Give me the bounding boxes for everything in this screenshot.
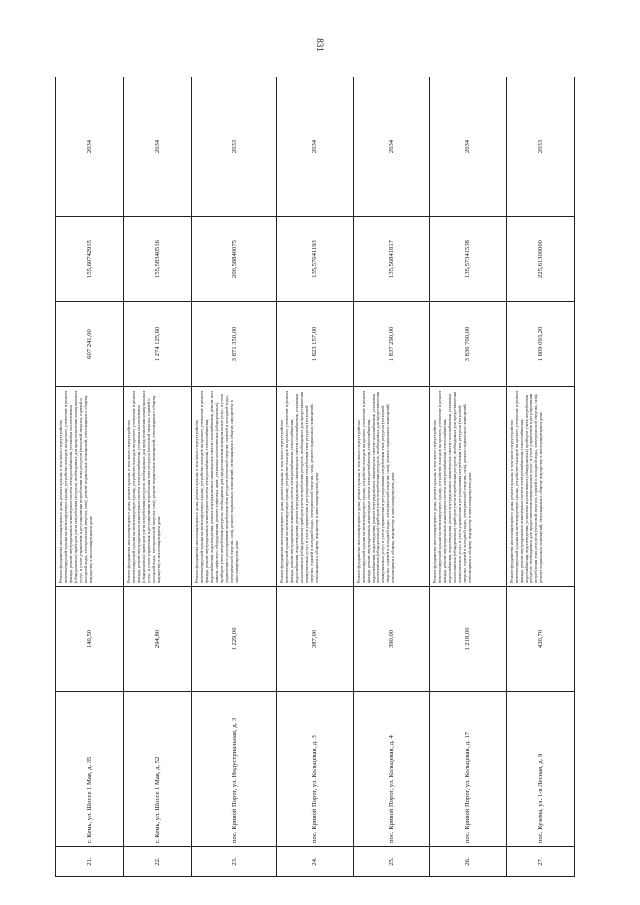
unit-cost-cell: 200,58840075 bbox=[192, 217, 277, 302]
table-row bbox=[56, 77, 124, 877]
year-cell: 2034 bbox=[56, 77, 124, 217]
table-row bbox=[506, 77, 574, 877]
table-body bbox=[56, 77, 575, 877]
works-description-cell: Ремонт фундамента многоквартирного дома, ремонт крыши, в том числе переустройство невентилируемой крыши на вентилируемую крышу, устройство выходов на кровлю, утепление и ремонт фасада, ремонт внутридомовых инженерных систем электроснабжения, установка коллективных (общедомовых) приборов учета потребления ресурсов, необходимых для предоставления коммунальных услуг, и узлов управления и регулирования потребления этих ресурсов (тепловой энергии, горячей и холодной воды, электрической энергии, газа), ремонт подвальных помещений, относящихся к общему имуществу в многоквартирном доме bbox=[124, 387, 192, 587]
address-cell: пос. Кривой Порог, ул. Индустриальная, д. 3 bbox=[192, 692, 277, 847]
address-cell: пос. Кузема, ул. 1-я Лесная, д. 9 bbox=[506, 692, 574, 847]
page-number bbox=[312, 30, 328, 60]
year-cell: 2034 bbox=[353, 77, 430, 217]
year-cell: 2034 bbox=[277, 77, 354, 217]
unit-cost-cell: 135,57341538 bbox=[430, 217, 507, 302]
works-description-cell: Ремонт фундамента многоквартирного дома, ремонт крыши, в том числе переустройство невентилируемой крыши на вентилируемую крышу, устройство выходов на кровлю, утепление и ремонт фасада, ремонт внутридомовых инженерных систем электроснабжения, теплоснабжения, водоснабжения, водоотведения, ремонт внутридомовых инженерных систем газоснабжения, установка коллективных (общедомовых) приборов учета потребления ресурсов, необходимых для предоставления коммунальных услуг, и узлов управления и регулирования потребления этих ресурсов (тепловой энергии, горячей и холодной воды, электрической энергии, газа), ремонт подвальных помещений, относящихся к общему имуществу в многоквартирном доме bbox=[353, 387, 430, 587]
unit-cost-cell: 155,58340516 bbox=[124, 217, 192, 302]
table-row bbox=[192, 77, 277, 877]
row-number: 22. bbox=[124, 847, 192, 877]
cost-cell: 1 823 157,00 bbox=[277, 302, 354, 387]
cost-cell: 1 609 093,20 bbox=[506, 302, 574, 387]
page-number-text: 831 bbox=[315, 38, 325, 52]
unit-cost-cell: 135,57041193 bbox=[277, 217, 354, 302]
cost-cell: 3 836 700,00 bbox=[430, 302, 507, 387]
table-row bbox=[353, 77, 430, 877]
works-description-cell: Ремонт фундамента многоквартирного дома, ремонт крыши, в том числе переустройство невентилируемой крыши на вентилируемую крышу, устройство выходов на кровлю, утепление и ремонт фасада, ремонт внутридомовых инженерных систем электроснабжения, теплоснабжения, водоснабжения, водоотведения, ремонт внутридомовых инженерных систем газоснабжения, установка коллективных (общедомовых) приборов учета потребления ресурсов, необходимых для предоставления коммунальных услуг, и узлов управления и регулирования потребления этих ресурсов (тепловой энергии, горячей и холодной воды, электрической энергии, газа), ремонт подвальных помещений, относящихся к общему имуществу в многоквартирном доме bbox=[277, 387, 354, 587]
unit-cost-cell: 155,60742915 bbox=[56, 217, 124, 302]
works-description-cell: Ремонт фундамента многоквартирного дома, ремонт крыши, в том числе переустройство невентилируемой крыши на вентилируемую крышу, устройство выходов на кровлю, утепление и ремонт фасада, ремонт внутридомовых инженерных систем электроснабжения, установка коллективных (общедомовых) приборов учета потребления ресурсов, необходимых для предоставления коммунальных услуг, и узлов управления и регулирования потребления этих ресурсов (тепловой энергии, горячей и холодной воды, электрической энергии, газа), ремонт подвальных помещений, относящихся к общему имуществу в многоквартирном доме bbox=[56, 387, 124, 587]
area-cell: 140,50 bbox=[56, 587, 124, 692]
row-number: 24. bbox=[277, 847, 354, 877]
capital-repair-table bbox=[55, 77, 575, 877]
address-cell: пос. Кривой Порог, ул. Кольцевая, д. 4 bbox=[353, 692, 430, 847]
row-number: 21. bbox=[56, 847, 124, 877]
year-cell: 2033 bbox=[506, 77, 574, 217]
address-cell: пос. Кривой Порог, ул. Кольцевая, д. 17 bbox=[430, 692, 507, 847]
table-row bbox=[277, 77, 354, 877]
row-number: 23. bbox=[192, 847, 277, 877]
works-description-cell: Ремонт фундамента многоквартирного дома, ремонт крыши, в том числе переустройство невентилируемой крыши на вентилируемую крышу, устройство выходов на кровлю, утепление и ремонт фасада, ремонт внутридомовых инженерных систем электроснабжения, теплоснабжения, водоснабжения, водоотведения, ремонт внутридомовых инженерных систем газоснабжения, ремонт или замена лифтового оборудования, ремонт лифтовых шахт, установка коллективных (общедомовых) приборов учета потребления ресурсов, необходимых для предоставления коммунальных услуг, и узлов управления и регулирования потребления этих ресурсов (тепловой энергии, горячей и холодной воды, электрической энергии, газа), ремонт подвальных помещений, относящихся к общему имуществу в многоквартирном доме bbox=[192, 387, 277, 587]
cost-cell: 607 241,00 bbox=[56, 302, 124, 387]
area-cell: 387,00 bbox=[277, 587, 354, 692]
works-description-cell: Ремонт фундамента многоквартирного дома, ремонт крыши, в том числе переустройство невентилируемой крыши на вентилируемую крышу, устройство выходов на кровлю, утепление и ремонт фасада, ремонт внутридомовых инженерных систем электроснабжения, теплоснабжения, водоснабжения, водоотведения, установка коллективных (общедомовых) приборов учета потребления ресурсов, необходимых для предоставления коммунальных услуг, и узлов управления и регулирования потребления этих ресурсов (тепловой энергии, горячей и холодной воды, электрической энергии, газа), ремонт подвальных помещений, относящихся к общему имуществу в многоквартирном доме bbox=[506, 387, 574, 587]
unit-cost-cell: 225,61300000 bbox=[506, 217, 574, 302]
table-row bbox=[124, 77, 192, 877]
row-number: 26. bbox=[430, 847, 507, 877]
address-cell: г. Кемь, ул. Шоссе 1 Мая, д. 35 bbox=[56, 692, 124, 847]
works-description-cell: Ремонт фундамента многоквартирного дома, ремонт крыши, в том числе переустройство невентилируемой крыши на вентилируемую крышу, устройство выходов на кровлю, утепление и ремонт фасада, ремонт внутридомовых инженерных систем электроснабжения, теплоснабжения, водоснабжения, водоотведения, ремонт внутридомовых инженерных систем газоснабжения, установка коллективных (общедомовых) приборов учета потребления ресурсов, необходимых для предоставления коммунальных услуг, и узлов управления и регулирования потребления этих ресурсов (тепловой энергии, горячей и холодной воды, электрической энергии, газа), ремонт подвальных помещений, относящихся к общему имуществу в многоквартирном доме bbox=[430, 387, 507, 587]
rotated-table-frame bbox=[55, 77, 575, 877]
document-table-container bbox=[55, 77, 575, 877]
row-number: 25. bbox=[353, 847, 430, 877]
year-cell: 2034 bbox=[124, 77, 192, 217]
address-cell: г. Кемь, ул. Шоссе 1 Мая, д. 52 bbox=[124, 692, 192, 847]
cost-cell: 3 871 350,00 bbox=[192, 302, 277, 387]
row-number: 27. bbox=[506, 847, 574, 877]
cost-cell: 1 837 290,00 bbox=[353, 302, 430, 387]
area-cell: 430,70 bbox=[506, 587, 574, 692]
cost-cell: 1 274 125,60 bbox=[124, 302, 192, 387]
area-cell: 1 218,00 bbox=[430, 587, 507, 692]
year-cell: 2033 bbox=[192, 77, 277, 217]
year-cell: 2034 bbox=[430, 77, 507, 217]
unit-cost-cell: 135,56841817 bbox=[353, 217, 430, 302]
table-row bbox=[430, 77, 507, 877]
area-cell: 1 229,00 bbox=[192, 587, 277, 692]
area-cell: 390,00 bbox=[353, 587, 430, 692]
address-cell: пос. Кривой Порог, ул. Кольцевая, д. 3 bbox=[277, 692, 354, 847]
area-cell: 294,80 bbox=[124, 587, 192, 692]
